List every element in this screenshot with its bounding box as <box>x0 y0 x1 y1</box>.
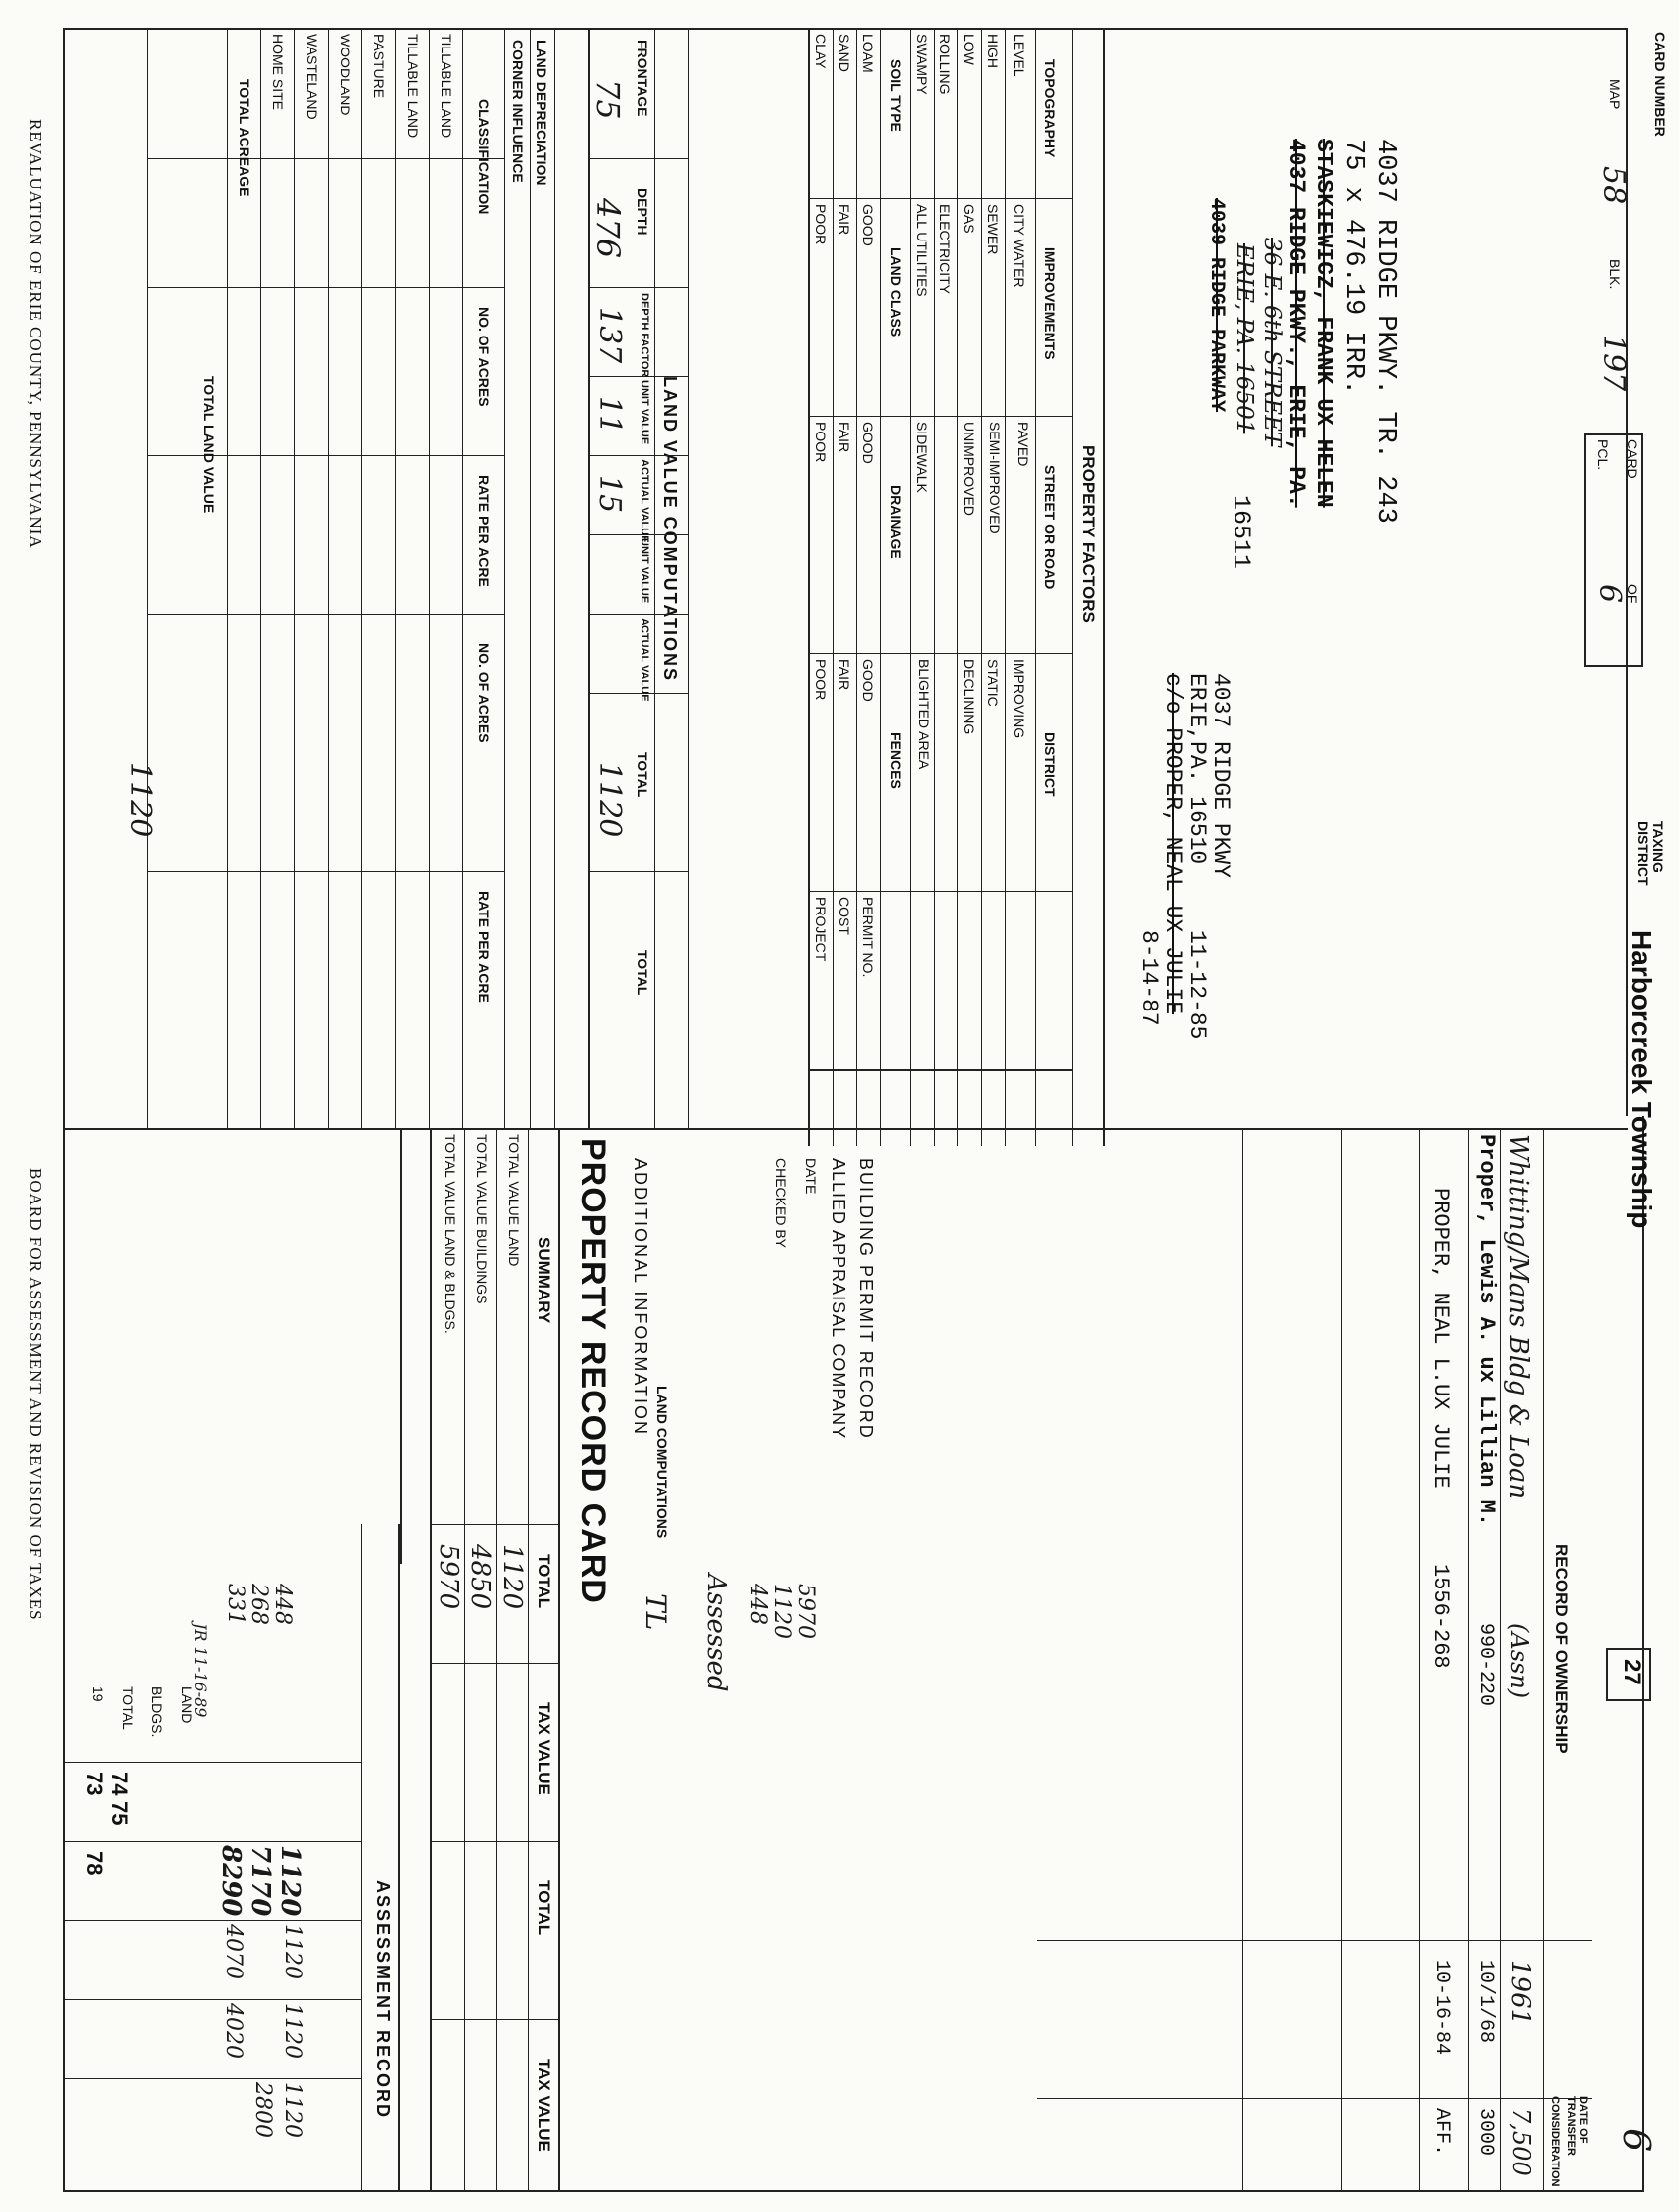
impr-all-utilities: ALL UTILITIES <box>914 204 930 297</box>
owner-block-line-1: 4037 RIDGE PKWY <box>1208 673 1234 879</box>
total-header: TOTAL <box>635 752 650 798</box>
unit-value: 11 <box>592 396 627 434</box>
owner-row-1-date: 1961 <box>1505 1960 1534 2026</box>
summary-total-header: TOTAL <box>535 1554 553 1609</box>
land-comp-note-268: 268 <box>247 1584 271 1625</box>
drainage-poor: POOR <box>813 422 829 463</box>
date-label: DATE <box>803 1158 819 1195</box>
summary-land-label: TOTAL VALUE LAND <box>506 1134 522 1267</box>
assess-total-value-71: 4020 <box>221 2003 246 2059</box>
year-marker-73: 73 <box>82 1772 107 1796</box>
assess-col-1-bldgs-label: BLDGS. <box>149 1686 165 1738</box>
land-value-title: LAND VALUE COMPUTATIONS <box>660 376 680 682</box>
class-home-site: HOME SITE <box>270 34 286 111</box>
note-1120: 1120 <box>769 1584 794 1639</box>
land-class-good: GOOD <box>860 204 876 246</box>
taxing-district-label: TAXING DISTRICT <box>1634 821 1666 886</box>
fences-good: GOOD <box>860 659 876 702</box>
class-tillable-2: TILLABLE LAND <box>405 34 421 139</box>
pcl-label: PCL. <box>1595 439 1611 471</box>
record-card-title: PROPERTY RECORD CARD <box>574 1138 612 1604</box>
of-label: OF <box>1625 584 1640 604</box>
owner-row-2-name: Proper, Lewis A. ux Lillian M. <box>1474 1134 1499 1527</box>
note-5970: 5970 <box>793 1584 818 1639</box>
owner-row-3-date: 10-16-84 <box>1431 1960 1453 2056</box>
summary-total-header-2: TOTAL <box>535 1880 553 1936</box>
owner-row-3-book: 1556-268 <box>1429 1564 1453 1669</box>
street-sidewalk: SIDEWALK <box>914 422 930 493</box>
owner-row-2-book: 990-220 <box>1474 1623 1497 1707</box>
street-semi-improved: SEMI-IMPROVED <box>987 422 1003 534</box>
street-header: STREET OR ROAD <box>1042 465 1058 590</box>
unit-value-header-2: UNIT VALUE <box>639 538 650 604</box>
zip-handwritten: 16511 <box>1227 495 1255 570</box>
permit-no: PERMIT NO. <box>860 897 876 978</box>
depth-factor-value: 137 <box>592 307 627 364</box>
year-marker-78: 78 <box>82 1851 107 1875</box>
topo-level: LEVEL <box>1011 34 1027 77</box>
total-land-value: 1120 <box>123 762 157 838</box>
permit-project: PROJECT <box>813 897 829 962</box>
rate-per-acre-header: RATE PER ACRE <box>476 475 492 587</box>
address-line-2: 75 x 476.19 IRR. <box>1338 139 1368 396</box>
note-assessed: Assessed <box>701 1574 731 1692</box>
land-computations-box <box>63 1128 402 1564</box>
struck-street-line: 36 E. 6th STREET <box>1259 238 1285 447</box>
assessment-title: ASSESSMENT RECORD <box>373 1880 393 2120</box>
impr-city-water: CITY WATER <box>1011 204 1027 288</box>
building-permit-record: BUILDING PERMIT RECORD <box>856 1158 876 1440</box>
summary-buildings-total: 4850 <box>465 1544 495 1610</box>
allied-appraisal: ALLIED APPRAISAL COMPANY <box>829 1158 848 1440</box>
additional-info-label: ADDITIONAL INFORMATION <box>631 1158 650 1437</box>
land-depreciation-label: LAND DEPRECIATION <box>534 40 549 186</box>
soil-loam: LOAM <box>860 34 876 73</box>
owner-block-line-3-date: 8-14-87 <box>1136 930 1162 1026</box>
impr-sewer: SEWER <box>985 204 1001 255</box>
assess-total-value-89: 8290 <box>216 1845 246 1917</box>
footer-right: BOARD FOR ASSESSMENT AND REVISION OF TAXES <box>26 1168 45 1621</box>
district-blighted: BLIGHTED AREA <box>916 659 932 770</box>
fences-fair: FAIR <box>837 659 852 691</box>
classification-header: CLASSIFICATION <box>476 99 492 215</box>
class-wasteland: WASTELAND <box>304 34 320 120</box>
map-value: 58 <box>1596 166 1630 205</box>
soil-sand: SAND <box>837 34 852 72</box>
drainage-good: GOOD <box>860 422 876 464</box>
summary-grand-total: 5970 <box>434 1544 463 1610</box>
card-number-label: CARD NUMBER <box>1652 32 1668 137</box>
date-of-transfer-header: DATE OF TRANSFER <box>1565 2096 1589 2156</box>
street-unimproved: UNIMPROVED <box>961 422 977 516</box>
checked-by-label: CHECKED BY <box>773 1158 789 1249</box>
soil-clay: CLAY <box>813 34 829 69</box>
rate-per-acre-header-2: RATE PER ACRE <box>476 891 492 1003</box>
factors-top-line <box>1103 28 1105 1146</box>
summary-title: SUMMARY <box>535 1237 553 1324</box>
corner-handwriting: 6 <box>1615 2128 1658 2153</box>
topography-header: TOPOGRAPHY <box>1042 59 1058 158</box>
actual-value-header-2: ACTUAL VALUE <box>639 618 650 702</box>
district-improving: IMPROVING <box>1011 659 1027 739</box>
owner-row-1-consideration: 7,500 <box>1507 2108 1534 2176</box>
street-paved: PAVED <box>1015 422 1031 467</box>
assess-col-1-total-label: TOTAL <box>120 1686 136 1730</box>
right-border <box>63 2190 1644 2192</box>
class-tillable-1: TILLABLE LAND <box>439 34 454 139</box>
pcl-value: 6 <box>1592 584 1627 604</box>
ownership-title: RECORD OF OWNERSHIP <box>1552 1544 1571 1754</box>
land-computations-label: LAND COMPUTATIONS <box>654 1386 670 1539</box>
taxing-district-value: Harborcreek Township <box>1627 930 1657 1229</box>
assess-land-value-1: 1120 <box>280 2082 305 2138</box>
permit-cost: COST <box>837 897 852 935</box>
class-woodland: WOODLAND <box>338 34 353 116</box>
topo-rolling: ROLLING <box>938 34 953 95</box>
assess-col-1-land-label: LAND <box>179 1686 195 1724</box>
actual-value-header: ACTUAL VALUE <box>639 459 650 543</box>
map-label: MAP <box>1607 79 1623 110</box>
card-label: CARD <box>1625 439 1640 479</box>
total-land-value-label: TOTAL LAND VALUE <box>201 376 217 514</box>
owner-row-2-consideration: 3000 <box>1474 2108 1497 2157</box>
drainage-fair: FAIR <box>837 422 852 453</box>
summary-tax-value-header-2: TAX VALUE <box>535 2059 553 2152</box>
topo-swampy: SWAMPY <box>914 34 930 95</box>
land-comp-note-331: 331 <box>223 1584 247 1625</box>
year-marker-74: 74 <box>107 1772 132 1796</box>
topo-high: HIGH <box>985 34 1001 68</box>
assess-bldgs-value-89: 7170 <box>246 1845 275 1917</box>
depth-value: 476 <box>589 198 627 259</box>
impr-electricity: ELECTRICITY <box>938 204 953 295</box>
note-448: 448 <box>745 1584 770 1625</box>
bottom-border <box>63 28 65 2190</box>
assess-land-value-71: 1120 <box>280 2003 305 2059</box>
unit-value-header: UNIT VALUE <box>639 380 650 445</box>
assess-land-value-78: 1120 <box>280 1924 305 1979</box>
assess-land-value-89: 1120 <box>275 1845 305 1917</box>
assess-total-value-78: 4070 <box>221 1924 246 1979</box>
soil-type-header: SOIL TYPE <box>888 59 904 132</box>
topo-low: LOW <box>961 34 977 65</box>
district-header: DISTRICT <box>1042 732 1058 797</box>
struck-address-line: 4037 RIDGE PKWY., ERIE, PA. <box>1283 139 1309 508</box>
class-total-acreage: TOTAL ACREAGE <box>237 79 252 197</box>
total-header-2: TOTAL <box>635 950 650 996</box>
struck-city-line: ERIE, PA. 16501 <box>1232 243 1257 434</box>
summary-tax-value-header: TAX VALUE <box>535 1702 553 1795</box>
district-declining: DECLINING <box>961 659 977 735</box>
drainage-header: DRAINAGE <box>888 485 904 559</box>
assess-bldgs-value-1: 2800 <box>250 2082 275 2138</box>
owner-row-1-name: Whitting/Mans Bldg & Loan <box>1503 1134 1532 1500</box>
land-total-value: 1120 <box>592 762 627 838</box>
frontage-header: FRONTAGE <box>635 40 650 117</box>
note-jr: JR 11-16-89 <box>191 1623 210 1718</box>
summary-buildings-label: TOTAL VALUE BUILDINGS <box>474 1134 490 1304</box>
assess-col-1-year: 19 <box>90 1686 106 1702</box>
fences-header: FENCES <box>888 732 904 789</box>
owner-row-3-name: PROPER, NEAL L.UX JULIE <box>1429 1188 1453 1489</box>
owner-block-line-2: ERIE,PA. 16510 <box>1184 673 1210 865</box>
depth-header: DEPTH <box>635 188 650 236</box>
fences-poor: POOR <box>813 659 829 701</box>
district-static: STATIC <box>985 659 1001 707</box>
improvements-header: IMPROVEMENTS <box>1042 247 1058 360</box>
summary-total-label: TOTAL VALUE LAND & BLDGS. <box>443 1134 458 1334</box>
land-class-fair: FAIR <box>837 204 852 236</box>
owner-row-1-book: (Assn) <box>1505 1623 1532 1699</box>
frontage-value: 75 <box>589 79 627 120</box>
summary-land-total: 1120 <box>497 1544 527 1610</box>
consideration-header: CONSIDERATION <box>1549 2096 1561 2187</box>
actual-value: 15 <box>592 475 627 514</box>
blk-label: BLK. <box>1607 259 1623 290</box>
struck-parkway-line: 4039 RIDGE PARKWAY <box>1205 198 1228 413</box>
owner-row-2-date: 10/1/68 <box>1474 1960 1497 2044</box>
impr-gas: GAS <box>961 204 977 234</box>
note-tl: TL <box>640 1593 672 1631</box>
card-index: 27 <box>1619 1659 1645 1685</box>
property-factors-title: PROPERTY FACTORS <box>1079 445 1098 623</box>
no-of-acres-header-2: NO. OF ACRES <box>476 643 492 743</box>
footer-left: REVALUATION OF ERIE COUNTY, PENNSYLVANIA <box>26 119 45 549</box>
depth-factor-header: DEPTH FACTOR <box>639 293 650 378</box>
land-class-header: LAND CLASS <box>888 247 904 337</box>
blk-value: 197 <box>1596 335 1630 392</box>
left-border <box>63 28 1628 30</box>
no-of-acres-header: NO. OF ACRES <box>476 307 492 407</box>
land-comp-note-448: 448 <box>270 1584 295 1625</box>
owner-block-line-2-date: 11-12-85 <box>1184 930 1210 1040</box>
corner-influence-label: CORNER INFLUENCE <box>510 40 526 183</box>
year-marker-75: 75 <box>107 1801 132 1826</box>
address-line-1: 4037 RIDGE PKWY. TR. 243 <box>1370 139 1400 524</box>
owner-row-3-consideration: AFF. <box>1431 2108 1453 2157</box>
land-class-poor: POOR <box>813 204 829 245</box>
class-pasture: PASTURE <box>371 34 387 99</box>
owner-block-line-3: c/o PROPER, NEAL UX JULIE <box>1160 673 1186 1015</box>
struck-owner-line: STASKIEWICZ, FRANK UX HELEN <box>1311 139 1336 508</box>
